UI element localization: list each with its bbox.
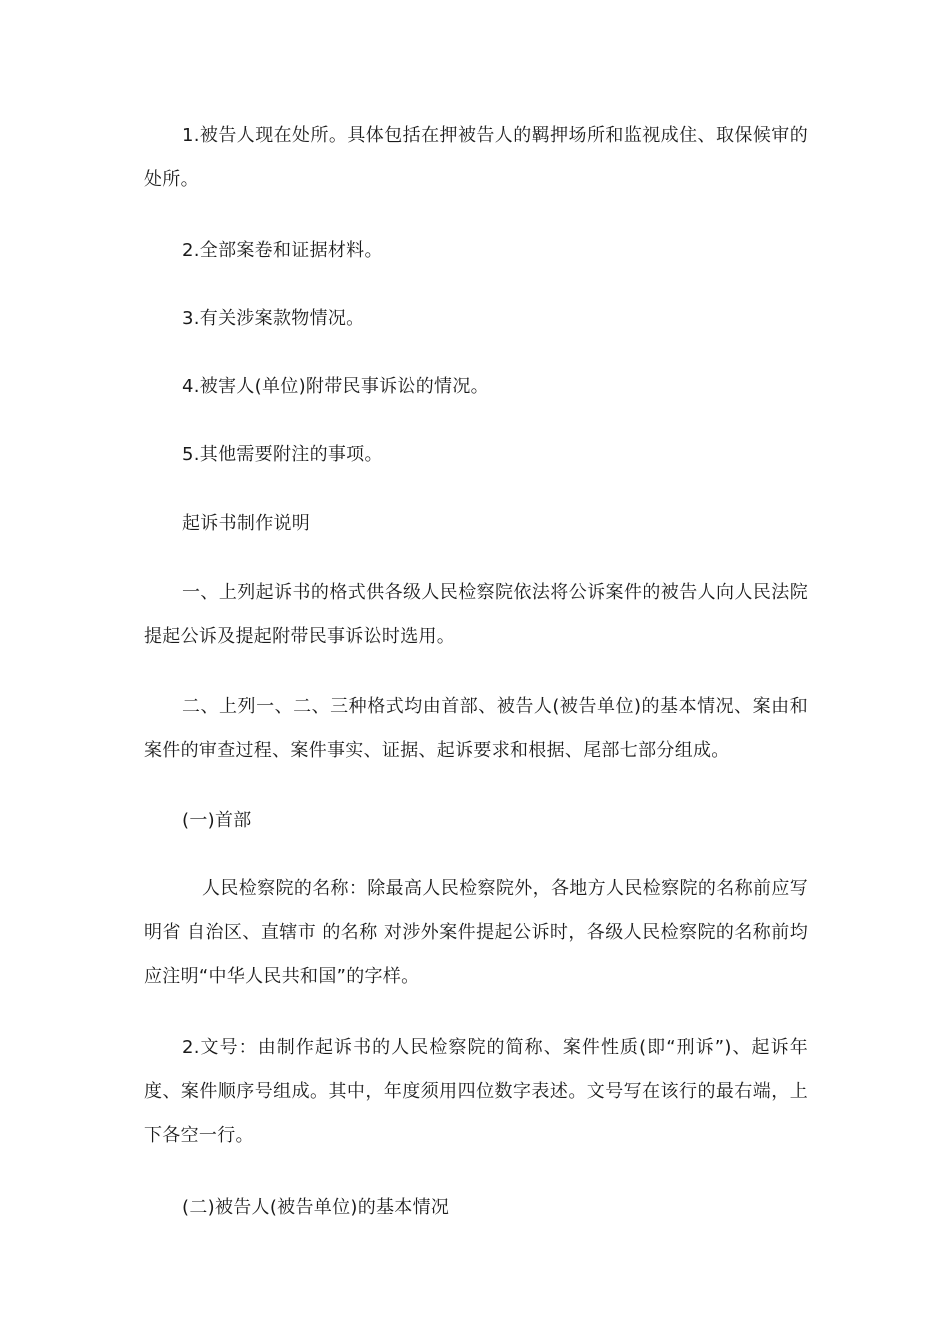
paragraph-defendant-location: 1.被告人现在处所。具体包括在押被告人的羁押场所和监视成住、取保候审的处所。 (144, 125, 808, 190)
section-heading-indictment-instructions: 起诉书制作说明 (182, 513, 311, 534)
paragraph-civil-litigation: 4.被害人(单位)附带民事诉讼的情况。 (182, 376, 489, 397)
subheading-defendant-info: (二)被告人(被告单位)的基本情况 (182, 1197, 450, 1218)
subheading-header-part: (一)首部 (182, 810, 252, 831)
paragraph-instruction-two: 二、上列一、二、三种格式均由首部、被告人(被告单位)的基本情况、案由和案件的审查过程、案件事实、证据、起诉要求和根据、尾部七部分组成。 (144, 696, 808, 761)
paragraph-procuratorate-name: 人民检察院的名称：除最高人民检察院外，各地方人民检察院的名称前应写明省 自治区、直辖市 的名称 对涉外案件提起公诉时，各级人民检察院的名称前均应注明“中华人民共和国”的字样。 (144, 878, 808, 987)
paragraph-involved-property: 3.有关涉案款物情况。 (182, 308, 365, 329)
paragraph-other-notes: 5.其他需要附注的事项。 (182, 444, 383, 465)
paragraph-document-number: 2.文号：由制作起诉书的人民检察院的简称、案件性质(即“刑诉”)、起诉年度、案件顺序号组成。其中，年度须用四位数字表述。文号写在该行的最右端，上下各空一行。 (144, 1037, 808, 1146)
paragraph-instruction-one: 一、上列起诉书的格式供各级人民检察院依法将公诉案件的被告人向人民法院提起公诉及提起附带民事诉讼时选用。 (144, 582, 808, 647)
paragraph-case-files: 2.全部案卷和证据材料。 (182, 240, 383, 261)
